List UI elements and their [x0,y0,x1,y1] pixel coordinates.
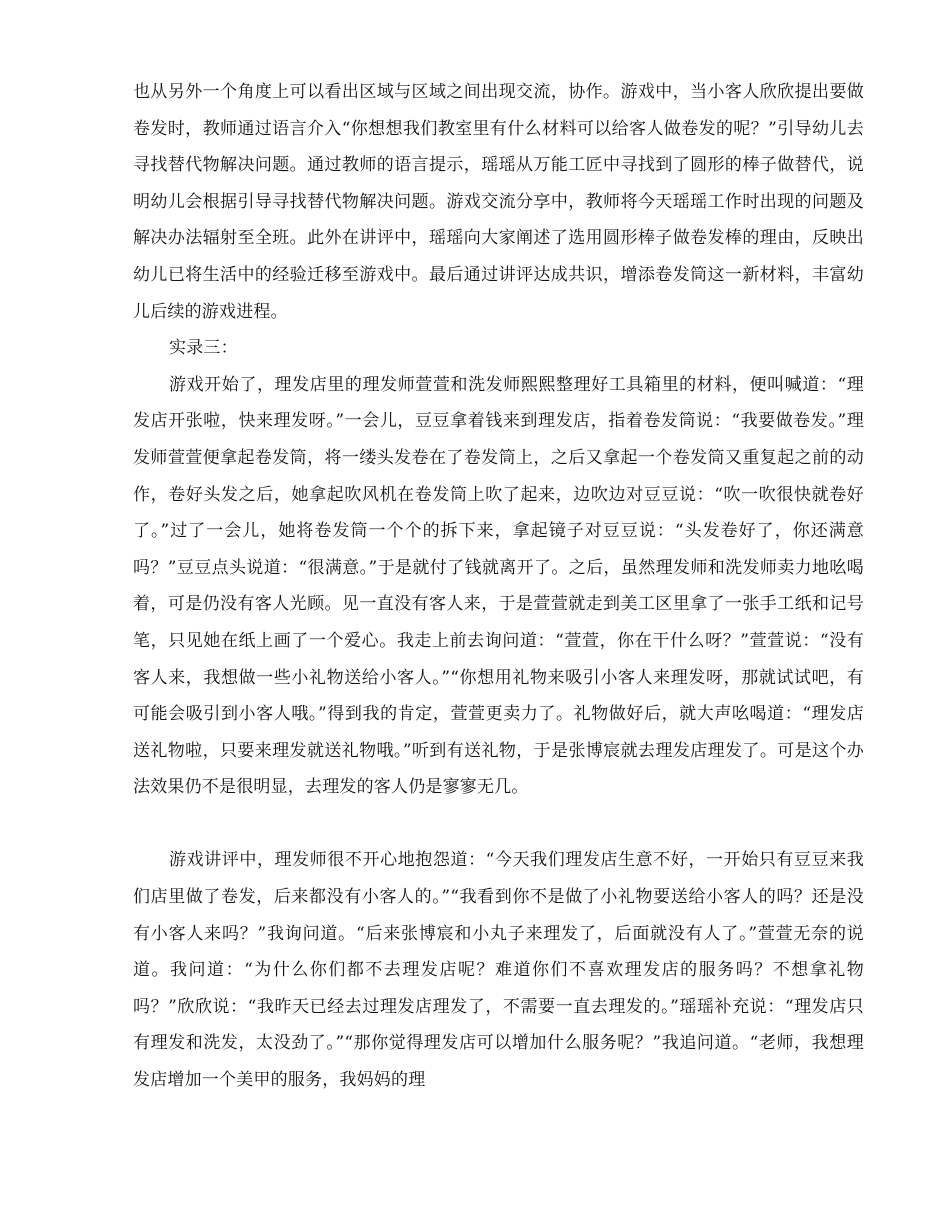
blank-line [133,806,864,843]
paragraph-game-review: 游戏讲评中，理发师很不开心地抱怨道：“今天我们理发店生意不好，一开始只有豆豆来我们店里做了卷发，后来都没有小客人的。”“我看到你不是做了小礼物要送给小客人的吗？还是没有小客人来吗？”我询问道。“后来张博宸和小丸子来理发了，后面就没有人了。”萱萱无奈的说道。我问道：“为什么你们都不去理发店呢？难道你们不喜欢理发店的服务吗？不想拿礼物吗？”欣欣说：“我昨天已经去过理发店理发了，不需要一直去理发的。”瑶瑶补充说：“理发店只有理发和洗发，太没劲了。”“那你觉得理发店可以增加什么服务呢？”我追问道。“老师，我想理发店增加一个美甲的服务，我妈妈的理 [133,850,864,1091]
paragraph-continuation: 也从另外一个角度上可以看出区域与区域之间出现交流，协作。游戏中，当小客人欣欣提出要做卷发时，教师通过语言介入“你想想我们教室里有什么材料可以给客人做卷发的呢？”引导幼儿去寻找替代物解决问题。通过教师的语言提示，瑶瑶从万能工匠中寻找到了圆形的棒子做替代，说明幼儿会根据引导寻找替代物解决问题。游戏交流分享中，教师将今天瑶瑶工作时出现的问题及解决办法辐射至全班。此外在讲评中，瑶瑶向大家阐述了选用圆形棒子做卷发棒的理由，反映出幼儿已将生活中的经验迁移至游戏中。最后通过讲评达成共识，增添卷发筒这一新材料，丰富幼儿后续的游戏进程。 [133,82,864,322]
paragraph-record-three: 游戏开始了，理发店里的理发师萱萱和洗发师熙熙整理好工具箱里的材料，便叫喊道：“理发店开张啦，快来理发呀。”一会儿，豆豆拿着钱来到理发店，指着卷发筒说：“我要做卷发。”理发师萱萱便拿起卷发筒，将一缕头发卷在了卷发筒上，之后又拿起一个卷发筒又重复起之前的动作，卷好头发之后，她拿起吹风机在卷发筒上吹了起来，边吹边对豆豆说：“吹一吹很快就卷好了。”过了一会儿，她将卷发筒一个个的拆下来，拿起镜子对豆豆说：“头发卷好了，你还满意吗？”豆豆点头说道：“很满意。”于是就付了钱就离开了。之后，虽然理发师和洗发师卖力地吆喝着，可是仍没有客人光顾。见一直没有客人来，于是萱萱就走到美工区里拿了一张手工纸和记号笔，只见她在纸上画了一个爱心。我走上前去询问道：“萱萱，你在干什么呀？”萱萱说：“没有客人来，我想做一些小礼物送给小客人。”“你想用礼物来吸引小客人来理发呀，那就试试吧，有可能会吸引到小客人哦。”得到我的肯定，萱萱更卖力了。礼物做好后，就大声吆喝道：“理发店送礼物啦，只要来理发就送礼物哦。”听到有送礼物，于是张博宸就去理发店理发了。可是这个办法效果仍不是很明显，去理发的客人仍是寥寥无几。 [133,374,864,798]
section-heading-record-three: 实录三： [169,338,238,359]
document-page [133,74,864,1099]
